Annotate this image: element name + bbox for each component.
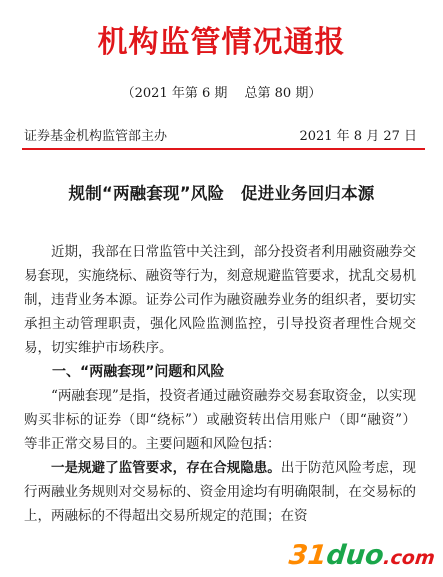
publish-date: 2021 年 8 月 27 日 [299, 129, 417, 144]
section-paragraph: “两融套现”是指，投资者通过融资融券交易套取资金，以实现购买非标的证券（即“绕标”）或融资转出信用账户（即“融资”）等非正常交易目的。主要问题和风险包括： [24, 388, 416, 452]
point-text: 出于防范风险考虑，现行两融业务规则对交易标的、资金用途均有明确限制，在交易标的上，两融标的不得超出交易所规定的范围；在资 [24, 460, 417, 524]
watermark-number: 31 [287, 540, 329, 571]
intro-paragraph: 近期，我部在日常监管中关注到，部分投资者利用融资融券交易套现，实施绕标、融资等行为，刻意规避监管要求，扰乱交易机制，违背业务本源。证券公司作为融资融券业务的组织者，要切实承担主动管理职责，强化风险监测监控，引导投资者理性合规交易，切实维护市场秩序。 [24, 244, 416, 356]
article-body [24, 240, 416, 528]
watermark-domain: .com [382, 547, 436, 569]
point-paragraph [24, 456, 416, 528]
point-lead: 一是规避了监管要求，存在合规隐患。 [51, 460, 281, 476]
section-heading: 一、“两融套现”问题和风险 [52, 364, 225, 380]
red-divider [22, 148, 425, 150]
watermark-word: duo [324, 540, 386, 571]
sponsor-department: 证券基金机构监管部主办 [24, 129, 168, 144]
bulletin-masthead: 机构监管情况通报 [97, 25, 346, 60]
issue-number: （2021 年第 6 期 总第 80 期） [121, 86, 322, 101]
site-watermark [287, 540, 436, 571]
article-title: 规制“两融套现”风险 促进业务回归本源 [68, 184, 375, 203]
